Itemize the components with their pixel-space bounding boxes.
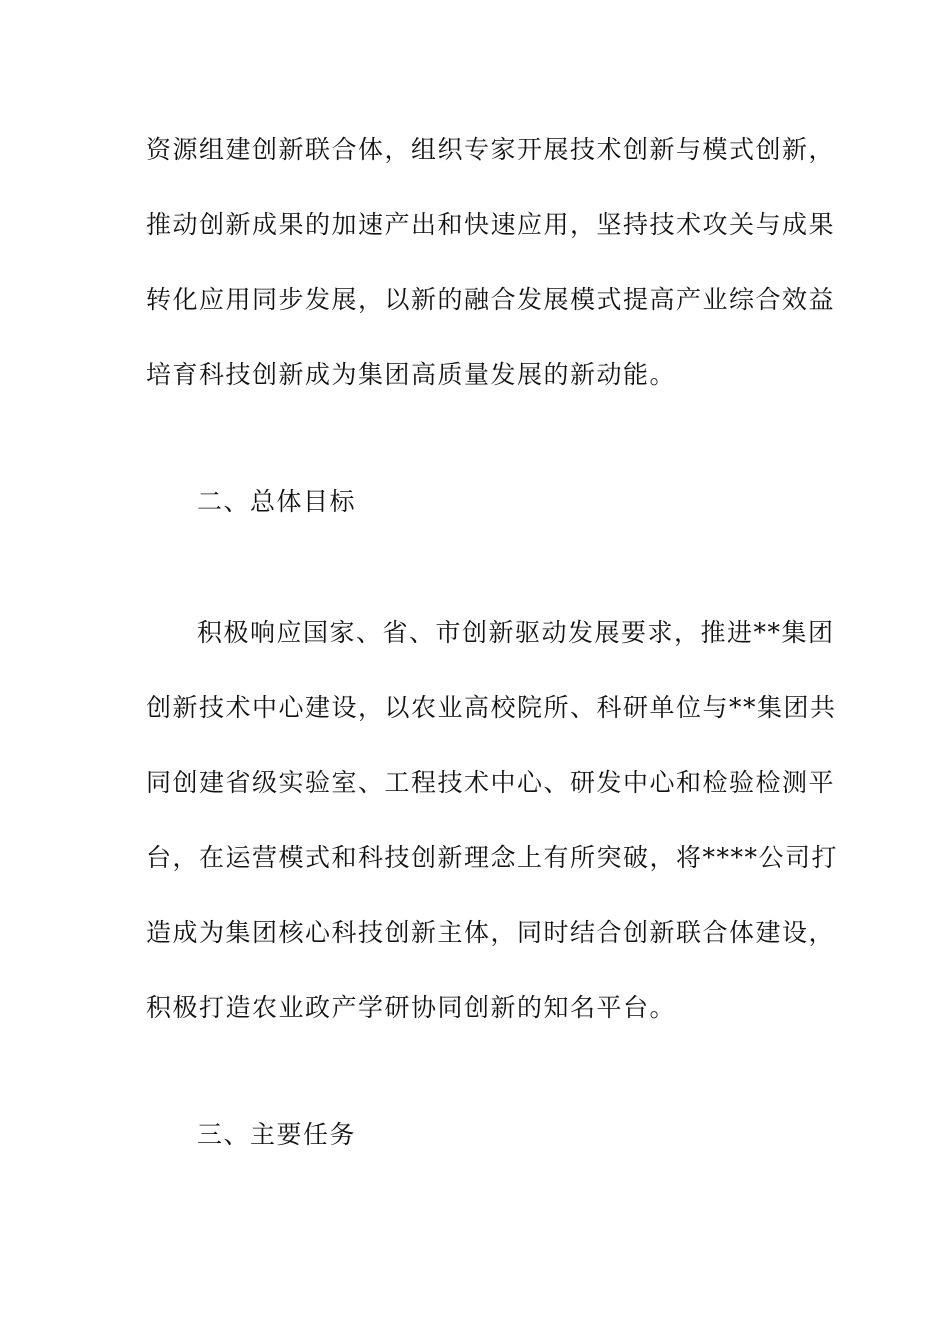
paragraph-2-line-1: 积极响应国家、省、市创新驱动发展要求，推进**集团 [197, 618, 835, 647]
paragraph-2-line-4: 台，在运营模式和科技创新理念上有所突破，将****公司打 [146, 843, 839, 872]
section-heading-main-tasks: 三、主要任务 [197, 1120, 357, 1149]
paragraph-1-line-1: 资源组建创新联合体，组织专家开展技术创新与模式创新， [146, 135, 836, 164]
paragraph-2-line-5: 造成为集团核心科技创新主体，同时结合创新联合体建设， [146, 918, 836, 947]
paragraph-2-line-3: 同创建省级实验室、工程技术中心、研发中心和检验检测平 [146, 768, 836, 797]
paragraph-1-line-3: 转化应用同步发展，以新的融合发展模式提高产业综合效益 [146, 285, 836, 314]
paragraph-1-line-2: 推动创新成果的加速产出和快速应用，坚持技术攻关与成果 [146, 210, 836, 239]
paragraph-2-line-2: 创新技术中心建设，以农业高校院所、科研单位与**集团共 [146, 693, 837, 722]
paragraph-2-line-6: 积极打造农业政产学研协同创新的知名平台。 [146, 993, 677, 1022]
paragraph-1-line-4: 培育科技创新成为集团高质量发展的新动能。 [146, 360, 677, 389]
section-heading-overall-goal: 二、总体目标 [197, 487, 357, 516]
